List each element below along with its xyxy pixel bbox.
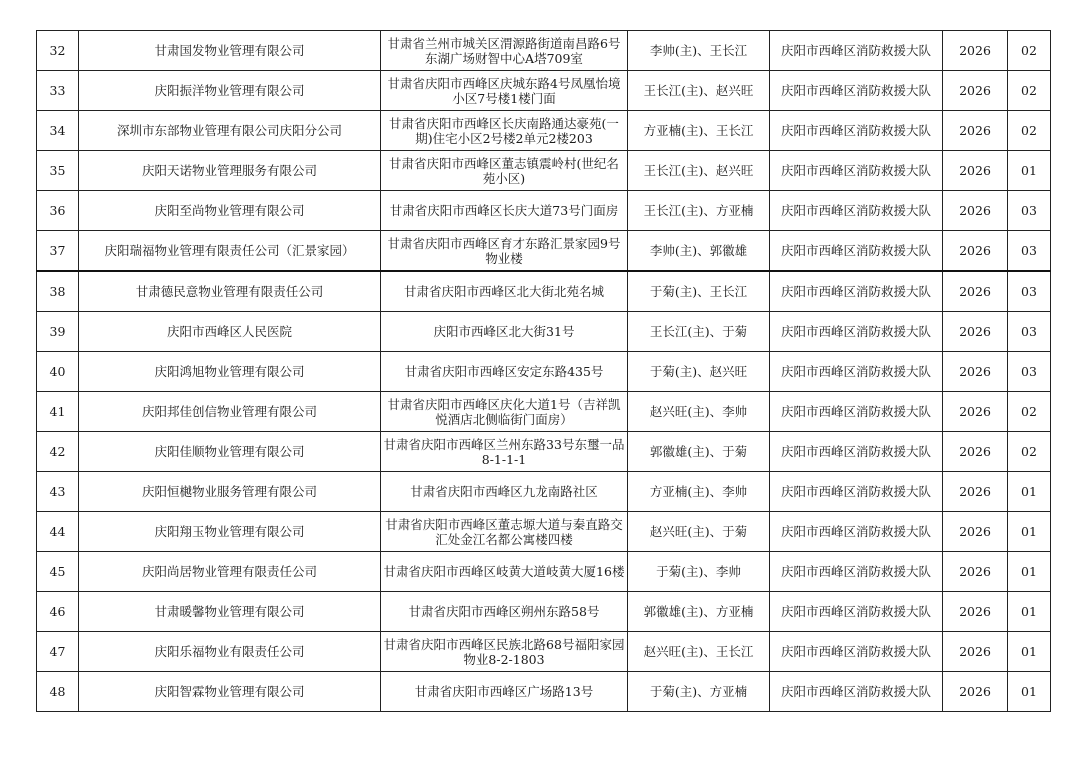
table-row [37, 392, 1051, 432]
row-number-cell: 47 [37, 632, 79, 672]
year-cell: 2026 [943, 271, 1008, 312]
address-cell: 甘肃省庆阳市西峰区长庆大道73号门面房 [381, 191, 628, 231]
supervising-unit-cell: 庆阳市西峰区消防救援大队 [770, 271, 943, 312]
address-cell: 甘肃省庆阳市西峰区安定东路435号 [381, 352, 628, 392]
organization-name-cell: 庆阳佳顺物业管理有限公司 [79, 432, 381, 472]
organization-name-cell: 庆阳振洋物业管理有限公司 [79, 71, 381, 111]
responsible-persons-cell: 方亚楠(主)、王长江 [628, 111, 770, 151]
supervising-unit-cell: 庆阳市西峰区消防救援大队 [770, 191, 943, 231]
supervising-unit-cell: 庆阳市西峰区消防救援大队 [770, 512, 943, 552]
organization-name-cell: 庆阳瑞福物业管理有限责任公司（汇景家园） [79, 231, 381, 272]
supervising-unit-cell: 庆阳市西峰区消防救援大队 [770, 71, 943, 111]
address-cell: 甘肃省庆阳市西峰区朔州东路58号 [381, 592, 628, 632]
table-row [37, 432, 1051, 472]
address-cell: 甘肃省庆阳市西峰区董志镇震岭村(世纪名苑小区) [381, 151, 628, 191]
month-cell: 01 [1008, 472, 1051, 512]
year-cell: 2026 [943, 592, 1008, 632]
supervising-unit-cell: 庆阳市西峰区消防救援大队 [770, 632, 943, 672]
month-cell: 01 [1008, 552, 1051, 592]
inspection-table-sheet [36, 30, 1047, 712]
month-cell: 02 [1008, 392, 1051, 432]
address-cell: 甘肃省庆阳市西峰区长庆南路通达豪苑(一期)住宅小区2号楼2单元2楼203 [381, 111, 628, 151]
organization-name-cell: 庆阳邦佳创信物业管理有限公司 [79, 392, 381, 432]
supervising-unit-cell: 庆阳市西峰区消防救援大队 [770, 552, 943, 592]
address-cell: 庆阳市西峰区北大街31号 [381, 312, 628, 352]
year-cell: 2026 [943, 632, 1008, 672]
responsible-persons-cell: 赵兴旺(主)、于菊 [628, 512, 770, 552]
address-cell: 甘肃省庆阳市西峰区北大街北苑名城 [381, 271, 628, 312]
responsible-persons-cell: 赵兴旺(主)、王长江 [628, 632, 770, 672]
year-cell: 2026 [943, 231, 1008, 272]
row-number-cell: 37 [37, 231, 79, 272]
year-cell: 2026 [943, 151, 1008, 191]
organization-name-cell: 甘肃暖馨物业管理有限公司 [79, 592, 381, 632]
organization-name-cell: 庆阳鸿旭物业管理有限公司 [79, 352, 381, 392]
year-cell: 2026 [943, 191, 1008, 231]
year-cell: 2026 [943, 672, 1008, 712]
year-cell: 2026 [943, 111, 1008, 151]
row-number-cell: 44 [37, 512, 79, 552]
supervising-unit-cell: 庆阳市西峰区消防救援大队 [770, 392, 943, 432]
row-number-cell: 38 [37, 271, 79, 312]
responsible-persons-cell: 于菊(主)、方亚楠 [628, 672, 770, 712]
row-number-cell: 36 [37, 191, 79, 231]
row-number-cell: 43 [37, 472, 79, 512]
table-row [37, 552, 1051, 592]
responsible-persons-cell: 赵兴旺(主)、李帅 [628, 392, 770, 432]
month-cell: 02 [1008, 31, 1051, 71]
table-row [37, 71, 1051, 111]
table-row [37, 111, 1051, 151]
row-number-cell: 46 [37, 592, 79, 632]
organization-name-cell: 庆阳乐福物业有限责任公司 [79, 632, 381, 672]
supervising-unit-cell: 庆阳市西峰区消防救援大队 [770, 151, 943, 191]
month-cell: 01 [1008, 151, 1051, 191]
table-row [37, 31, 1051, 71]
organization-name-cell: 庆阳天诺物业管理服务有限公司 [79, 151, 381, 191]
inspection-roster-table [36, 30, 1051, 712]
responsible-persons-cell: 王长江(主)、方亚楠 [628, 191, 770, 231]
address-cell: 甘肃省庆阳市西峰区育才东路汇景家园9号物业楼 [381, 231, 628, 272]
row-number-cell: 34 [37, 111, 79, 151]
year-cell: 2026 [943, 31, 1008, 71]
supervising-unit-cell: 庆阳市西峰区消防救援大队 [770, 432, 943, 472]
organization-name-cell: 庆阳尚居物业管理有限责任公司 [79, 552, 381, 592]
organization-name-cell: 庆阳智霖物业管理有限公司 [79, 672, 381, 712]
address-cell: 甘肃省庆阳市西峰区岐黄大道岐黄大厦16楼 [381, 552, 628, 592]
month-cell: 03 [1008, 191, 1051, 231]
year-cell: 2026 [943, 352, 1008, 392]
table-row [37, 672, 1051, 712]
table-row [37, 231, 1051, 272]
month-cell: 01 [1008, 632, 1051, 672]
supervising-unit-cell: 庆阳市西峰区消防救援大队 [770, 312, 943, 352]
month-cell: 03 [1008, 231, 1051, 272]
table-row [37, 271, 1051, 312]
organization-name-cell: 庆阳市西峰区人民医院 [79, 312, 381, 352]
table-body [37, 31, 1051, 712]
responsible-persons-cell: 李帅(主)、郭徽雄 [628, 231, 770, 272]
row-number-cell: 33 [37, 71, 79, 111]
address-cell: 甘肃省庆阳市西峰区广场路13号 [381, 672, 628, 712]
row-number-cell: 40 [37, 352, 79, 392]
address-cell: 甘肃省庆阳市西峰区民族北路68号福阳家园物业8-2-1803 [381, 632, 628, 672]
month-cell: 01 [1008, 672, 1051, 712]
organization-name-cell: 庆阳恒樾物业服务管理有限公司 [79, 472, 381, 512]
address-cell: 甘肃省庆阳市西峰区董志塬大道与秦直路交汇处金江名都公寓楼四楼 [381, 512, 628, 552]
responsible-persons-cell: 王长江(主)、于菊 [628, 312, 770, 352]
responsible-persons-cell: 于菊(主)、王长江 [628, 271, 770, 312]
month-cell: 01 [1008, 592, 1051, 632]
address-cell: 甘肃省庆阳市西峰区九龙南路社区 [381, 472, 628, 512]
responsible-persons-cell: 李帅(主)、王长江 [628, 31, 770, 71]
table-row [37, 632, 1051, 672]
row-number-cell: 48 [37, 672, 79, 712]
month-cell: 02 [1008, 111, 1051, 151]
year-cell: 2026 [943, 432, 1008, 472]
row-number-cell: 35 [37, 151, 79, 191]
supervising-unit-cell: 庆阳市西峰区消防救援大队 [770, 111, 943, 151]
row-number-cell: 45 [37, 552, 79, 592]
supervising-unit-cell: 庆阳市西峰区消防救援大队 [770, 672, 943, 712]
organization-name-cell: 甘肃国发物业管理有限公司 [79, 31, 381, 71]
row-number-cell: 41 [37, 392, 79, 432]
month-cell: 02 [1008, 71, 1051, 111]
supervising-unit-cell: 庆阳市西峰区消防救援大队 [770, 31, 943, 71]
year-cell: 2026 [943, 512, 1008, 552]
year-cell: 2026 [943, 312, 1008, 352]
month-cell: 01 [1008, 512, 1051, 552]
month-cell: 03 [1008, 352, 1051, 392]
table-row [37, 512, 1051, 552]
month-cell: 03 [1008, 271, 1051, 312]
address-cell: 甘肃省庆阳市西峰区兰州东路33号东璽一品8-1-1-1 [381, 432, 628, 472]
responsible-persons-cell: 于菊(主)、赵兴旺 [628, 352, 770, 392]
table-row [37, 472, 1051, 512]
month-cell: 03 [1008, 312, 1051, 352]
responsible-persons-cell: 方亚楠(主)、李帅 [628, 472, 770, 512]
responsible-persons-cell: 王长江(主)、赵兴旺 [628, 151, 770, 191]
year-cell: 2026 [943, 552, 1008, 592]
month-cell: 02 [1008, 432, 1051, 472]
table-row [37, 151, 1051, 191]
supervising-unit-cell: 庆阳市西峰区消防救援大队 [770, 352, 943, 392]
row-number-cell: 32 [37, 31, 79, 71]
table-row [37, 191, 1051, 231]
supervising-unit-cell: 庆阳市西峰区消防救援大队 [770, 592, 943, 632]
row-number-cell: 39 [37, 312, 79, 352]
responsible-persons-cell: 郭徽雄(主)、方亚楠 [628, 592, 770, 632]
address-cell: 甘肃省兰州市城关区渭源路街道南昌路6号东湖广场财智中心A塔709室 [381, 31, 628, 71]
row-number-cell: 42 [37, 432, 79, 472]
organization-name-cell: 甘肃德民意物业管理有限责任公司 [79, 271, 381, 312]
organization-name-cell: 庆阳至尚物业管理有限公司 [79, 191, 381, 231]
address-cell: 甘肃省庆阳市西峰区庆化大道1号（吉祥凯悦酒店北侧临街门面房） [381, 392, 628, 432]
organization-name-cell: 深圳市东部物业管理有限公司庆阳分公司 [79, 111, 381, 151]
year-cell: 2026 [943, 472, 1008, 512]
year-cell: 2026 [943, 71, 1008, 111]
organization-name-cell: 庆阳翔玉物业管理有限公司 [79, 512, 381, 552]
table-row [37, 312, 1051, 352]
table-row [37, 352, 1051, 392]
year-cell: 2026 [943, 392, 1008, 432]
responsible-persons-cell: 于菊(主)、李帅 [628, 552, 770, 592]
table-row [37, 592, 1051, 632]
responsible-persons-cell: 郭徽雄(主)、于菊 [628, 432, 770, 472]
address-cell: 甘肃省庆阳市西峰区庆城东路4号凤凰怡境小区7号楼1楼门面 [381, 71, 628, 111]
supervising-unit-cell: 庆阳市西峰区消防救援大队 [770, 472, 943, 512]
responsible-persons-cell: 王长江(主)、赵兴旺 [628, 71, 770, 111]
supervising-unit-cell: 庆阳市西峰区消防救援大队 [770, 231, 943, 272]
